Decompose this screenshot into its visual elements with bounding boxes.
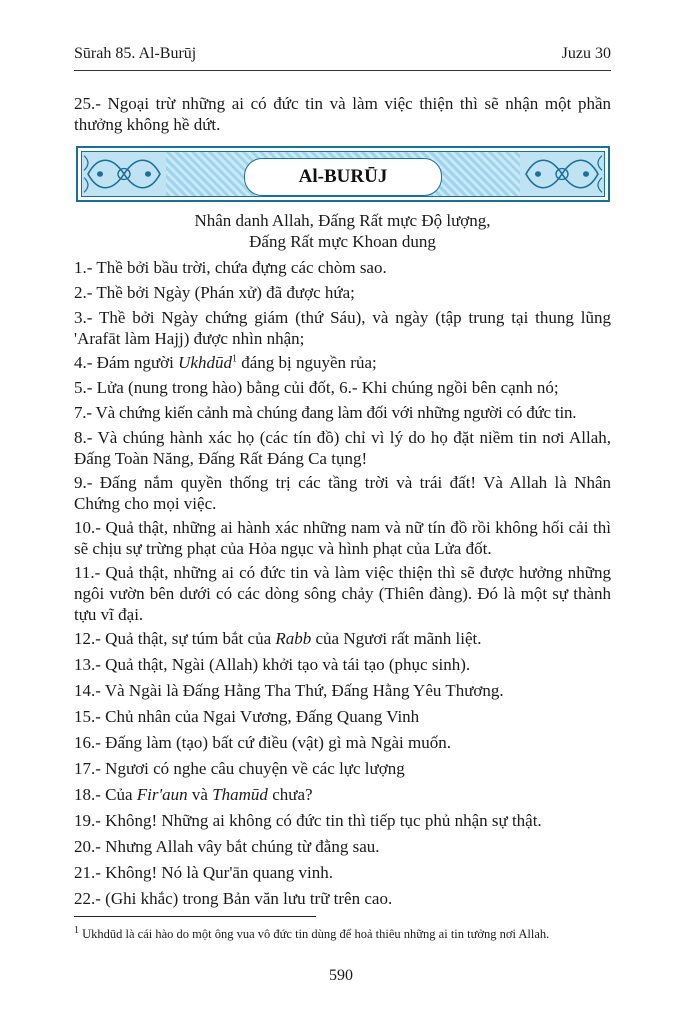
verse-15: 15.- Chủ nhân của Ngai Vương, Đấng Quang Vinh [74, 707, 420, 726]
footnote-text: Ukhdūd là cái hào do một ông vua vô đức tin dùng để hoả thiêu những ai tin tưởng nơi Allah. [79, 927, 550, 941]
verse-17: 17.- Ngươi có nghe câu chuyện về các lực lượng [74, 759, 405, 778]
verse-20: 20.- Nhưng Allah vây bắt chúng từ đằng sau. [74, 837, 380, 856]
footnote-divider [74, 916, 316, 917]
verse-18-text: 18.- Của [74, 785, 137, 804]
verse-18-term: Thamūd [212, 785, 268, 804]
footnote-ref: 1 [231, 353, 237, 365]
verse-4 [74, 352, 611, 373]
footnote-marker: 1 [74, 924, 79, 936]
verse-13: 13.- Quả thật, Ngài (Allah) khởi tạo và tái tạo (phục sinh). [74, 655, 471, 674]
basmala-line-2: Đấng Rất mực Khoan dung [249, 232, 436, 251]
verse-4-term: Ukhdūd [178, 353, 232, 372]
verse-10: 10.- Quả thật, những ai hành xác những nam và nữ tín đồ rồi không hối cải thì sẽ chịu sự trừng phạt của Hỏa ngục và hình phạt của Lửa đốt. [74, 518, 611, 558]
verse-22: 22.- (Ghi khắc) trong Bản văn lưu trữ trên cao. [74, 889, 393, 908]
verse-5-6: 5.- Lửa (nung trong hào) bằng củi đốt, 6.- Khi chúng ngồi bên cạnh nó; [74, 378, 559, 397]
verse-16: 16.- Đấng làm (tạo) bất cứ điều (vật) gì mà Ngài muốn. [74, 733, 451, 752]
verse-18-term: Fir'aun [136, 785, 188, 804]
basmala [74, 210, 611, 252]
basmala-line-1: Nhân danh Allah, Đấng Rất mực Độ lượng, [194, 211, 491, 230]
verse-8: 8.- Và chúng hành xác họ (các tín đồ) chỉ vì lý do họ đặt niềm tin nơi Allah, Đấng Toàn Năng, Đấng Rất Đáng Ca tụng! [74, 428, 611, 468]
verse-18 [74, 784, 611, 805]
arabesque-ornament-icon [520, 152, 604, 196]
verse-7: 7.- Và chứng kiến cảnh mà chúng đang làm đối với những người có đức tin. [74, 403, 577, 422]
verse-19: 19.- Không! Những ai không có đức tin thì tiếp tục phủ nhận sự thật. [74, 811, 542, 830]
verse-3: 3.- Thề bởi Ngày chứng giám (thứ Sáu), và ngày (tập trung tại thung lũng 'Arafāt làm Hajj) được nhìn nhận; [74, 308, 611, 348]
surah-title-banner [76, 146, 610, 202]
surah-title: Al-BURŪJ [244, 158, 442, 196]
verse-25: 25.- Ngoại trừ những ai có đức tin và làm việc thiện thì sẽ nhận một phần thưởng không hề dứt. [74, 94, 611, 134]
running-header [74, 44, 611, 64]
verse-2: 2.- Thề bởi Ngày (Phán xử) đã được hứa; [74, 283, 355, 302]
verse-11: 11.- Quả thật, những ai có đức tin và làm việc thiện thì sẽ được hưởng những ngôi vườn bên dưới có các dòng sông chảy (Thiên đàng). Đó là một sự thành tựu vĩ đại. [74, 563, 611, 624]
verse-4-text: đáng bị nguyền rủa; [236, 353, 377, 372]
verse-14: 14.- Và Ngài là Đấng Hằng Tha Thứ, Đấng Hằng Yêu Thương. [74, 681, 504, 700]
header-divider [74, 70, 611, 71]
surah-header: Sūrah 85. Al-Burūj [74, 45, 197, 62]
verse-18-text: và [187, 785, 213, 804]
verse-12 [74, 628, 611, 649]
verse-18-text: chưa? [267, 785, 313, 804]
verse-12-term: Rabb [275, 629, 312, 648]
arabesque-ornament-icon [82, 152, 166, 196]
verse-21: 21.- Không! Nó là Qur'ān quang vinh. [74, 863, 333, 882]
page-number: 590 [329, 967, 353, 984]
juz-header: Juzu 30 [561, 45, 611, 62]
verse-12-text: của Ngươi rất mãnh liệt. [311, 629, 482, 648]
banner-pattern [81, 151, 605, 197]
verse-12-text: 12.- Quả thật, sự túm bắt của [74, 629, 276, 648]
verse-4-text: 4.- Đám người [74, 353, 179, 372]
verse-9: 9.- Đấng nắm quyền thống trị các tầng trời và trái đất! Và Allah là Nhân Chứng cho mọi việc. [74, 473, 611, 513]
verse-1: 1.- Thề bởi bầu trời, chứa đựng các chòm sao. [74, 258, 387, 277]
footnote [74, 926, 611, 942]
